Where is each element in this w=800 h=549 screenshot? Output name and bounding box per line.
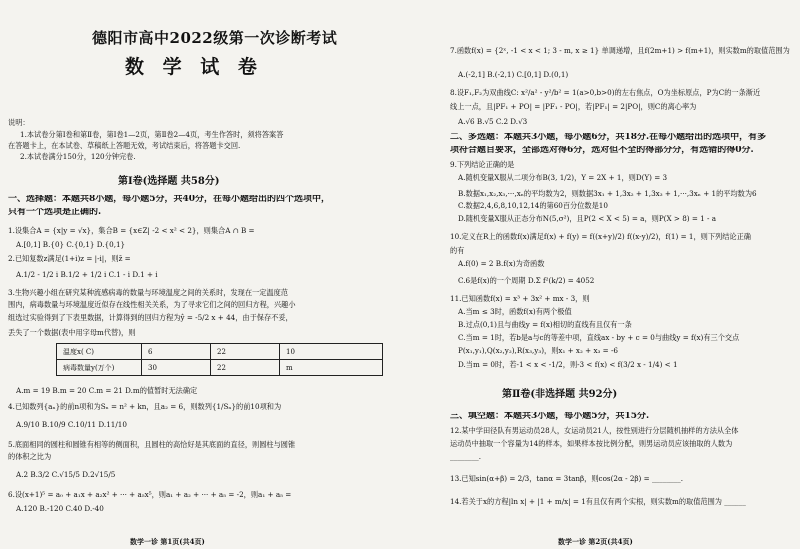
section3-heading: 三、填空题：本题共3小题，每小题5分，共15分. <box>450 412 650 421</box>
page-footer: 数学一诊 第1页(共4页) <box>130 537 205 546</box>
page-footer: 数学一诊 第2页(共4页) <box>558 537 633 546</box>
question-13: 13.已知sin(α+β) = 2/3，tanα = 3tanβ，则cos(2α - 2β) = ________. <box>450 474 683 483</box>
section1-heading-cont: 只有一个选项是正确的. <box>8 208 102 217</box>
table-cell: 温度x( C) <box>57 344 142 360</box>
table-row <box>57 360 383 376</box>
question-9-option: D.随机变量X服从正态分布N(5,σ²)，且P(2 < X < 5) = a，则P(X > 8) = 1 - a <box>458 214 717 223</box>
question-5-options: A.2 B.3/2 C.√15/5 D.2√15/5 <box>16 470 116 479</box>
question-12-cont: 运动员中抽取一个容量为14的样本，如果样本按比例分配，则男运动员应该抽取的人数为 <box>450 439 733 448</box>
question-1: 1.设集合A = {x|y = √x}，集合B = {x∈Z| -2 < x² < 2}，则集合A ∩ B = <box>8 226 255 235</box>
question-2-options: A.1/2 - 1/2 i B.1/2 + 1/2 i C.1 - i D.1 + i <box>16 270 158 279</box>
section1-heading: 一、选择题：本题共8小题，每小题5分，共40分，在每小题给出的四个选项中， <box>8 195 331 204</box>
section2-heading-cont: 项符合题目要求，全部选对得6分，选对但不全的得部分分，有选错的得0分. <box>450 146 754 155</box>
question-7-options: A.(-2,1] B.(-2,1) C.[0,1] D.(0,1) <box>458 70 569 79</box>
exam-subtitle: 数 学 试 卷 <box>125 56 263 78</box>
question-5: 5.底面相同的圆柱和圆锥有相等的侧面积，且圆柱的高恰好是其底面的直径，则圆柱与圆锥 <box>8 440 296 449</box>
question-9-option: C.数据2,4,6,8,10,12,14的第60百分位数是10 <box>458 201 608 210</box>
instruction-line: 2.本试卷满分150分，120分钟完卷. <box>20 152 136 161</box>
table-cell: 10 <box>280 344 383 360</box>
question-14: 14.若关于x的方程|ln x| + |1 + m/x| = 1有且仅有两个实根，则实数m的取值范围为 ______ <box>450 497 746 506</box>
question-3-cont: 丢失了一个数据(表中用字母m代替)，则 <box>8 328 136 337</box>
question-7: 7.函数f(x) = {2ˣ, -1 < x < 1; 3 - m, x ≥ 1} 单调递增，且f(2m+1) > f(m+1)，则实数m的取值范围为 <box>450 46 790 55</box>
question-12-blank: ________. <box>450 452 482 461</box>
question-3: 3.生物兴趣小组在研究某种流感病毒的数量与环境温度之间的关系时，发现在一定温度范 <box>8 288 288 297</box>
question-10-options: C.6是f(x)的一个周期 D.Σ f²(k/2) = 4052 <box>458 276 595 285</box>
exam-title: 德阳市高中2022级第一次诊断考试 <box>92 29 338 47</box>
section2-heading: 二、多选题：本题共3小题，每小题6分，共18分.在每小题给出的选项中，有多 <box>450 133 767 142</box>
table-cell: m <box>280 360 383 376</box>
instructions-heading: 说明： <box>8 118 30 127</box>
table-cell: 6 <box>142 344 211 360</box>
question-10-cont: 的有 <box>450 246 465 255</box>
question-9: 9.下列结论正确的是 <box>450 160 515 169</box>
question-5-cont: 的体积之比为 <box>8 452 52 461</box>
part1-heading: 第Ⅰ卷(选择题 共58分) <box>118 176 220 187</box>
question-11-option: C.当m = 1时，若b是a与c的等差中项，直线ax - by + c = 0与曲线y = f(x)有三个交点 <box>458 333 740 342</box>
question-8-cont: 线上一点，且|PF₁ + PO| = |PF₁ - PO|，若|PF₁| = 2|PO|，则C的离心率为 <box>450 102 697 111</box>
question-10: 10.定义在R上的函数f(x)满足f(x) + f(y) = f((x+y)/2) f((x-y)/2)，f(1) = 1，则下列结论正确 <box>450 232 751 241</box>
question-1-options: A.[0,1] B.{0} C.{0,1} D.{0,1} <box>16 240 126 249</box>
question-11-option: P(x₁,y₁),Q(x₂,y₂),R(x₃,y₃)，则x₁ + x₂ + x₃ = -6 <box>458 346 618 355</box>
question-3-options: A.m = 19 B.m = 20 C.m = 21 D.m的值暂时无法确定 <box>16 386 198 395</box>
table-cell: 22 <box>211 344 280 360</box>
question-9-option: A.随机变量X服从二项分布B(3, 1/2)，Y = 2X + 1，则D(Y) = 3 <box>458 173 668 182</box>
data-table <box>56 343 383 376</box>
question-8: 8.设F₁,F₂为双曲线C: x²/a² - y²/b² = 1(a>0,b>0)的左右焦点，O为坐标原点，P为C的一条渐近 <box>450 88 761 97</box>
question-10-options: A.f(0) = 2 B.f(x)为奇函数 <box>458 259 545 268</box>
question-2: 2.已知复数z满足(1+i)z = |-i|，则z̄ = <box>8 254 131 263</box>
question-11: 11.已知函数f(x) = x³ + 3x² + mx - 3，则 <box>450 294 590 303</box>
question-11-option: A.当m ≤ 3时，函数f(x)有两个极值 <box>458 307 572 316</box>
question-11-option: D.当m = 0时，若-1 < x < -1/2，则-3 < f(x) < f(3/2 x - 1/4) < 1 <box>458 360 678 369</box>
instruction-line: 在答题卡上，在本试卷、草稿纸上答题无效，考试结束后，将答题卡交回. <box>8 141 241 150</box>
right-column <box>400 0 800 549</box>
question-4: 4.已知数列{aₙ}的前n项和为Sₙ = n² + kn，且a₂ = 6，则数列{1/Sₙ}的前10项和为 <box>8 402 282 411</box>
question-11-option: B.过点(0,1)且与曲线y = f(x)相切的直线有且仅有一条 <box>458 320 632 329</box>
question-6-options: A.120 B.-120 C.40 D.-40 <box>16 504 104 513</box>
table-row <box>57 344 383 360</box>
question-4-options: A.9/10 B.10/9 C.10/11 D.11/10 <box>16 420 127 429</box>
part2-heading: 第Ⅱ卷(非选择题 共92分) <box>502 389 618 400</box>
question-12: 12.某中学田径队有男运动员28人，女运动员21人，按性别进行分层随机抽样的方法从全体 <box>450 426 739 435</box>
question-6: 6.设(x+1)⁵ = a₀ + a₁x + a₂x² + ··· + a₅x⁵，则a₁ + a₂ + ··· + a₅ = -2，则a₁ + a₅ = <box>8 490 292 499</box>
table-cell: 30 <box>142 360 211 376</box>
question-3-cont: 围内，病毒数量与环境温度近似存在线性相关关系，为了寻求它们之间的回归方程，兴趣小 <box>8 300 296 309</box>
table-cell: 病毒数量y(万个) <box>57 360 142 376</box>
table-cell: 22 <box>211 360 280 376</box>
question-9-option: B.数据x₁,x₂,x₃,···,xₙ的平均数为2，则数据3x₁ + 1,3x₂ + 1,3x₃ + 1,···,3xₙ + 1的平均数为6 <box>458 189 757 198</box>
question-3-cont: 组选过实验得到了下表里数据，计算得到的回归方程为ŷ = -5/2 x + 44，由于保存不妥， <box>8 313 293 322</box>
question-8-options: A.√6 B.√5 C.2 D.√3 <box>458 117 528 126</box>
instruction-line: 1.本试卷分第Ⅰ卷和第Ⅱ卷，第Ⅰ卷1—2页，第Ⅱ卷2—4页，考生作答时，须将答案答 <box>20 130 284 139</box>
